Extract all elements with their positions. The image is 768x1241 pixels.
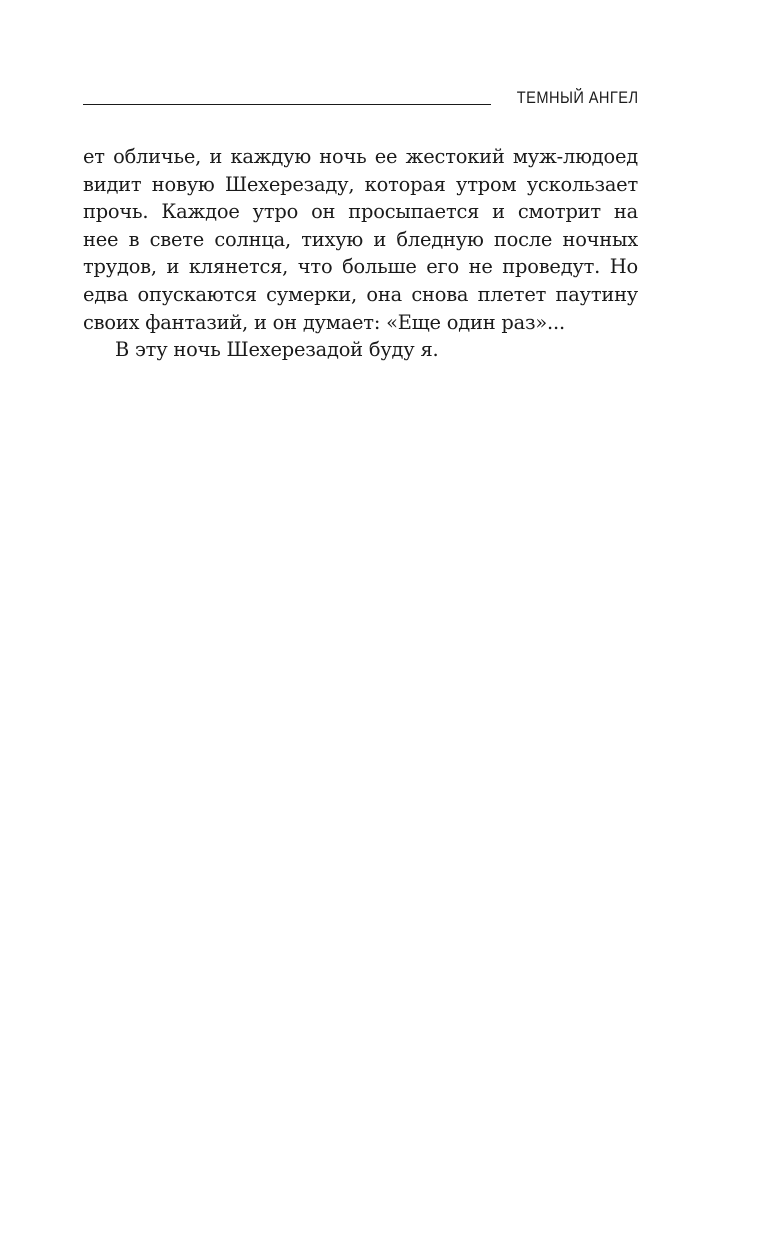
text-line: видит новую Шехерезаду, которая утром ускользает: [83, 172, 638, 196]
running-header: [83, 86, 638, 108]
paragraph: В эту ночь Шехерезадой буду я.: [115, 338, 439, 362]
header-rule: [83, 104, 491, 105]
text-line: трудов, и клянется, что больше его не проведут. Но: [83, 255, 638, 279]
text-line: своих фантазий, и он думает: «Еще один раз»...: [83, 310, 565, 334]
text-line: прочь. Каждое утро он просыпается и смотрит на: [83, 200, 638, 224]
running-title: ТЕМНЫЙ АНГЕЛ: [516, 88, 638, 107]
page-body: [83, 143, 638, 364]
text-line: ет обличье, и каждую ночь ее жестокий муж-людоед: [83, 145, 638, 168]
text-line: нее в свете солнца, тихую и бледную после ночных: [83, 227, 638, 251]
text-line: едва опускаются сумерки, она снова плетет паутину: [83, 282, 638, 306]
